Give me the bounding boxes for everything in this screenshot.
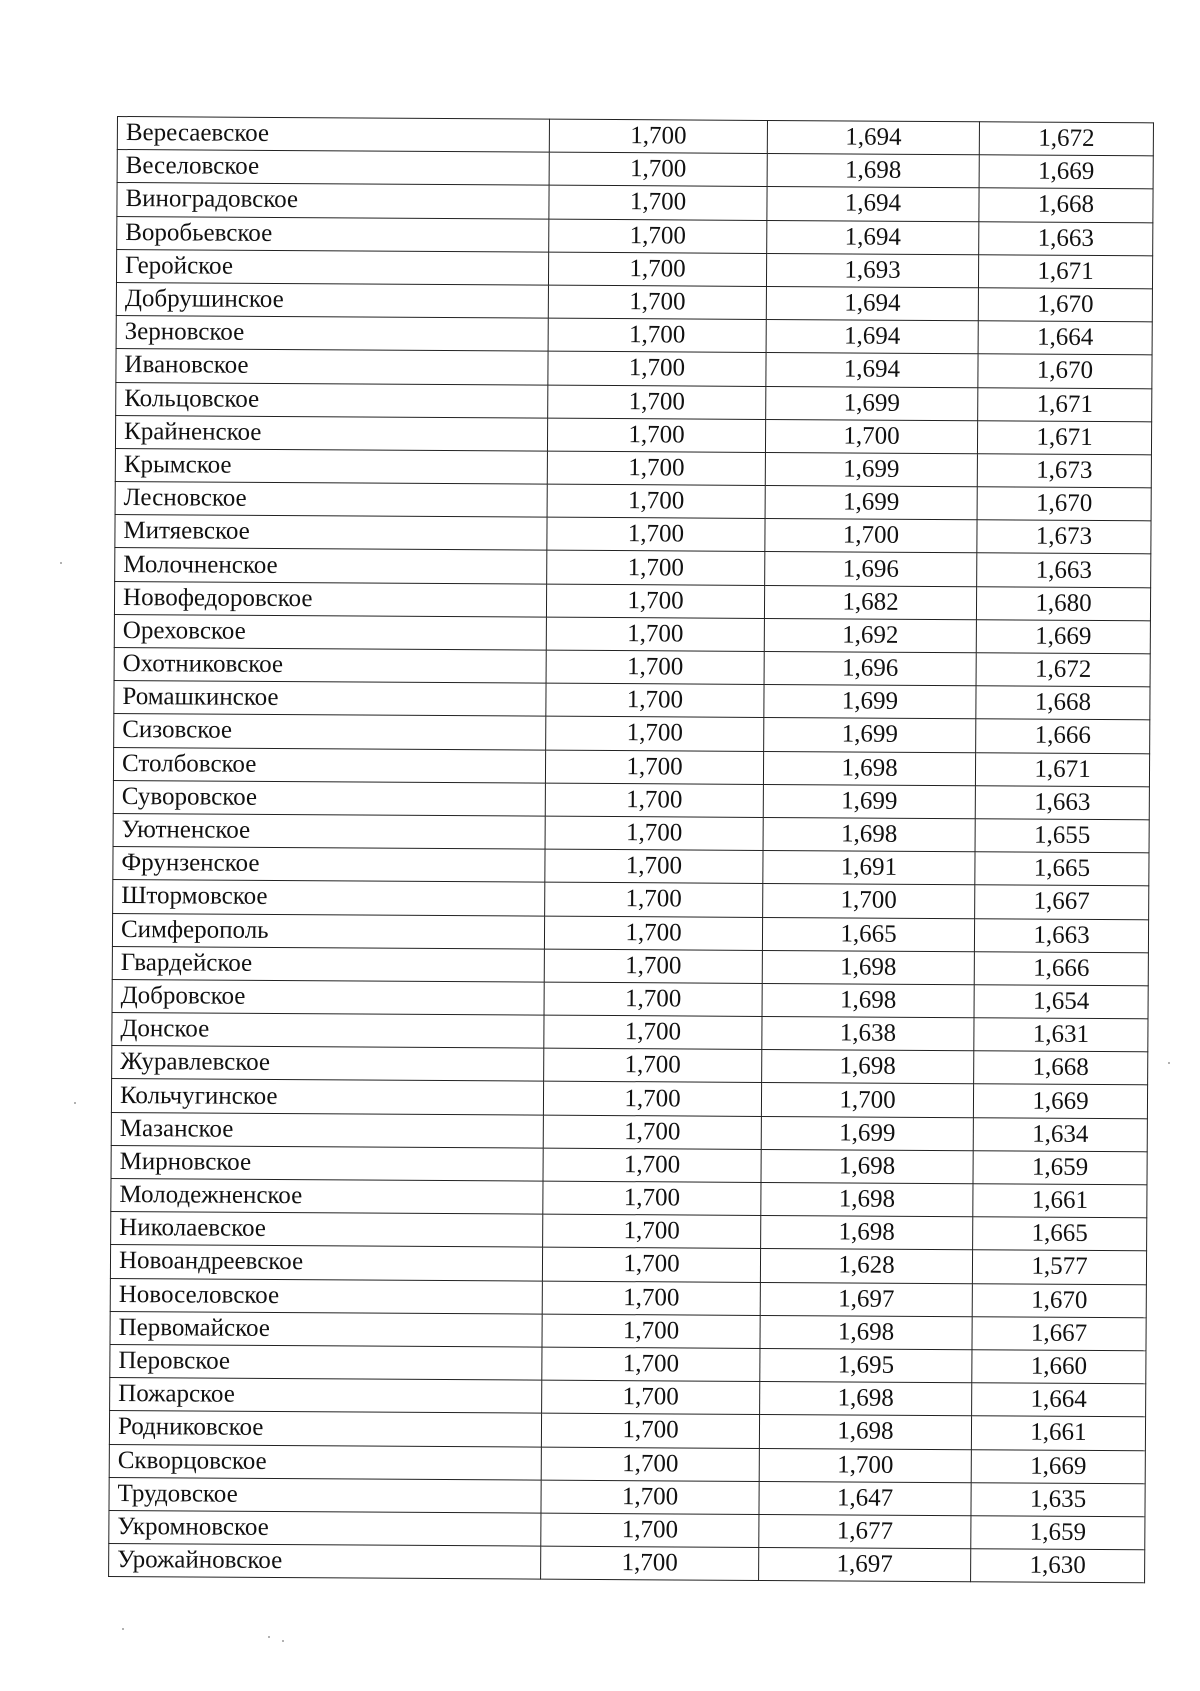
value-cell: 1,671: [978, 255, 1152, 289]
value-cell: 1,655: [975, 819, 1149, 853]
value-cell: 1,700: [543, 1148, 761, 1183]
value-cell: 1,692: [764, 618, 976, 652]
value-cell: 1,694: [766, 320, 978, 354]
table-row: [109, 1544, 1145, 1584]
value-cell: 1,696: [764, 651, 976, 685]
settlement-name-cell: Новоандреевское: [110, 1245, 542, 1281]
value-cell: 1,699: [765, 486, 977, 520]
value-cell: 1,665: [973, 1217, 1147, 1251]
settlement-name-cell: Журавлевское: [112, 1046, 544, 1082]
scan-speck: [74, 1102, 76, 1104]
settlement-name-cell: Новофедоровское: [114, 581, 546, 617]
value-cell: 1,700: [544, 1048, 762, 1083]
settlement-name-cell: Урожайновское: [109, 1544, 541, 1580]
value-cell: 1,669: [976, 620, 1150, 654]
value-cell: 1,663: [979, 221, 1153, 255]
value-cell: 1,634: [973, 1117, 1147, 1151]
value-cell: 1,700: [547, 517, 765, 552]
value-cell: 1,699: [765, 452, 977, 486]
value-cell: 1,699: [764, 685, 976, 719]
value-cell: 1,638: [762, 1017, 974, 1051]
settlement-name-cell: Сизовское: [114, 714, 546, 750]
value-cell: 1,670: [972, 1283, 1146, 1317]
value-cell: 1,663: [974, 918, 1148, 952]
value-cell: 1,670: [978, 354, 1152, 388]
value-cell: 1,700: [546, 717, 764, 752]
settlement-name-cell: Скворцовское: [109, 1444, 541, 1480]
value-cell: 1,700: [761, 1083, 973, 1117]
value-cell: 1,700: [546, 683, 764, 718]
settlement-name-cell: Перовское: [110, 1344, 542, 1380]
settlement-name-cell: Николаевское: [111, 1212, 543, 1248]
value-cell: 1,700: [544, 1015, 762, 1050]
value-cell: 1,700: [759, 1448, 971, 1482]
value-cell: 1,700: [546, 584, 764, 619]
value-cell: 1,630: [971, 1549, 1145, 1583]
value-cell: 1,698: [761, 1149, 973, 1183]
value-cell: 1,694: [767, 220, 979, 254]
settlement-name-cell: Трудовское: [109, 1477, 541, 1513]
value-cell: 1,663: [975, 786, 1149, 820]
settlement-name-cell: Донское: [112, 1013, 544, 1049]
settlement-name-cell: Молодежненское: [111, 1178, 543, 1214]
value-cell: 1,700: [542, 1281, 760, 1316]
value-cell: 1,577: [972, 1250, 1146, 1284]
value-cell: 1,700: [546, 650, 764, 685]
settlement-name-cell: Воробьевское: [117, 216, 549, 252]
settlement-name-cell: Штормовское: [113, 880, 545, 916]
value-cell: 1,666: [976, 719, 1150, 753]
value-cell: 1,668: [979, 188, 1153, 222]
scan-speck: [1168, 1062, 1170, 1064]
value-cell: 1,680: [976, 586, 1150, 620]
value-cell: 1,669: [971, 1449, 1145, 1483]
value-cell: 1,697: [760, 1282, 972, 1316]
settlement-name-cell: Вересаевское: [117, 117, 549, 153]
value-cell: 1,700: [765, 419, 977, 453]
value-cell: 1,668: [976, 686, 1150, 720]
value-cell: 1,661: [973, 1184, 1147, 1218]
value-cell: 1,698: [760, 1315, 972, 1349]
value-cell: 1,700: [541, 1546, 759, 1581]
value-cell: 1,700: [548, 252, 766, 287]
value-cell: 1,700: [545, 750, 763, 785]
value-cell: 1,700: [546, 617, 764, 652]
value-cell: 1,700: [545, 849, 763, 884]
value-cell: 1,700: [545, 783, 763, 818]
value-cell: 1,698: [760, 1382, 972, 1416]
table-body: [109, 117, 1154, 1584]
value-cell: 1,664: [978, 321, 1152, 355]
settlement-name-cell: Добрушинское: [116, 282, 548, 318]
value-cell: 1,700: [545, 882, 763, 917]
value-cell: 1,700: [542, 1314, 760, 1349]
settlement-name-cell: Крымское: [115, 448, 547, 484]
value-cell: 1,699: [761, 1116, 973, 1150]
value-cell: 1,696: [765, 552, 977, 586]
settlement-name-cell: Пожарское: [110, 1378, 542, 1414]
value-cell: 1,694: [766, 353, 978, 387]
value-cell: 1,700: [549, 219, 767, 254]
value-cell: 1,699: [764, 718, 976, 752]
value-cell: 1,700: [541, 1513, 759, 1548]
value-cell: 1,631: [974, 1018, 1148, 1052]
value-cell: 1,700: [547, 484, 765, 519]
value-cell: 1,695: [760, 1348, 972, 1382]
settlement-name-cell: Суворовское: [113, 780, 545, 816]
value-cell: 1,698: [763, 751, 975, 785]
value-cell: 1,670: [978, 288, 1152, 322]
value-cell: 1,698: [761, 1182, 973, 1216]
settlement-name-cell: Гвардейское: [112, 946, 544, 982]
value-cell: 1,665: [975, 852, 1149, 886]
value-cell: 1,700: [549, 186, 767, 221]
value-cell: 1,698: [762, 950, 974, 984]
value-cell: 1,699: [766, 386, 978, 420]
value-cell: 1,677: [759, 1514, 971, 1548]
value-cell: 1,660: [972, 1350, 1146, 1384]
settlement-name-cell: Ореховское: [114, 614, 546, 650]
scan-speck: [122, 1628, 124, 1630]
value-cell: 1,700: [544, 982, 762, 1017]
value-cell: 1,700: [548, 385, 766, 420]
settlement-name-cell: Столбовское: [113, 747, 545, 783]
settlement-name-cell: Кольчугинское: [111, 1079, 543, 1115]
value-cell: 1,694: [767, 120, 979, 154]
settlement-name-cell: Лесновское: [115, 482, 547, 518]
value-cell: 1,659: [973, 1151, 1147, 1185]
value-cell: 1,700: [765, 519, 977, 553]
value-cell: 1,700: [549, 152, 767, 187]
value-cell: 1,654: [974, 985, 1148, 1019]
value-cell: 1,663: [977, 553, 1151, 587]
value-cell: 1,700: [545, 816, 763, 851]
value-cell: 1,700: [549, 119, 767, 154]
value-cell: 1,698: [762, 983, 974, 1017]
value-cell: 1,659: [971, 1516, 1145, 1550]
value-cell: 1,665: [762, 917, 974, 951]
value-cell: 1,700: [547, 551, 765, 586]
value-cell: 1,682: [764, 585, 976, 619]
settlement-name-cell: Ромашкинское: [114, 681, 546, 717]
settlement-name-cell: Родниковское: [109, 1411, 541, 1447]
value-cell: 1,700: [547, 418, 765, 453]
scan-speck: [268, 1636, 270, 1638]
value-cell: 1,669: [979, 155, 1153, 189]
value-cell: 1,669: [973, 1084, 1147, 1118]
value-cell: 1,670: [977, 487, 1151, 521]
value-cell: 1,698: [761, 1216, 973, 1250]
value-cell: 1,700: [541, 1480, 759, 1515]
value-cell: 1,673: [977, 454, 1151, 488]
value-cell: 1,700: [541, 1447, 759, 1482]
value-cell: 1,700: [543, 1214, 761, 1249]
value-cell: 1,700: [544, 949, 762, 984]
value-cell: 1,668: [974, 1051, 1148, 1085]
settlement-name-cell: Уютненское: [113, 813, 545, 849]
value-cell: 1,671: [975, 752, 1149, 786]
settlement-name-cell: Первомайское: [110, 1311, 542, 1347]
value-cell: 1,698: [762, 1050, 974, 1084]
value-cell: 1,694: [766, 286, 978, 320]
value-cell: 1,673: [977, 520, 1151, 554]
value-cell: 1,697: [759, 1548, 971, 1582]
value-cell: 1,700: [542, 1247, 760, 1282]
value-cell: 1,700: [543, 1181, 761, 1216]
value-cell: 1,700: [541, 1413, 759, 1448]
settlement-name-cell: Зерновское: [116, 316, 548, 352]
settlement-name-cell: Кольцовское: [116, 382, 548, 418]
value-cell: 1,698: [759, 1415, 971, 1449]
value-cell: 1,667: [972, 1316, 1146, 1350]
settlement-name-cell: Фрунзенское: [113, 847, 545, 883]
value-cell: 1,635: [971, 1482, 1145, 1516]
value-cell: 1,700: [548, 351, 766, 386]
value-cell: 1,671: [978, 387, 1152, 421]
settlement-name-cell: Укромновское: [109, 1510, 541, 1546]
value-cell: 1,700: [542, 1380, 760, 1415]
settlement-name-cell: Геройское: [116, 249, 548, 285]
settlement-name-cell: Крайненское: [115, 415, 547, 451]
settlement-name-cell: Симферополь: [112, 913, 544, 949]
settlement-name-cell: Веселовское: [117, 150, 549, 186]
value-cell: 1,667: [975, 885, 1149, 919]
value-cell: 1,700: [544, 916, 762, 951]
settlement-name-cell: Охотниковское: [114, 647, 546, 683]
value-cell: 1,698: [767, 154, 979, 188]
settlement-name-cell: Мазанское: [111, 1112, 543, 1148]
settlement-name-cell: Молочненское: [115, 548, 547, 584]
values-table: [108, 116, 1154, 1584]
value-cell: 1,699: [763, 784, 975, 818]
value-cell: 1,700: [542, 1347, 760, 1382]
value-cell: 1,691: [763, 851, 975, 885]
value-cell: 1,700: [548, 318, 766, 353]
value-cell: 1,647: [759, 1481, 971, 1515]
value-cell: 1,700: [548, 285, 766, 320]
value-cell: 1,694: [767, 187, 979, 221]
scan-speck: [282, 1640, 284, 1642]
value-cell: 1,700: [543, 1115, 761, 1150]
value-cell: 1,700: [763, 884, 975, 918]
value-cell: 1,664: [972, 1383, 1146, 1417]
value-cell: 1,671: [977, 420, 1151, 454]
settlement-name-cell: Мирновское: [111, 1145, 543, 1181]
settlement-name-cell: Новоселовское: [110, 1278, 542, 1314]
value-cell: 1,700: [543, 1082, 761, 1117]
settlement-name-cell: Добровское: [112, 979, 544, 1015]
value-cell: 1,693: [766, 253, 978, 287]
settlement-name-cell: Виноградовское: [117, 183, 549, 219]
scan-speck: [60, 562, 62, 564]
value-cell: 1,700: [547, 451, 765, 486]
settlement-name-cell: Ивановское: [116, 349, 548, 385]
value-cell: 1,666: [974, 951, 1148, 985]
value-cell: 1,698: [763, 817, 975, 851]
value-cell: 1,672: [976, 653, 1150, 687]
value-cell: 1,661: [971, 1416, 1145, 1450]
value-cell: 1,628: [760, 1249, 972, 1283]
value-cell: 1,672: [979, 122, 1153, 156]
settlement-name-cell: Митяевское: [115, 515, 547, 551]
